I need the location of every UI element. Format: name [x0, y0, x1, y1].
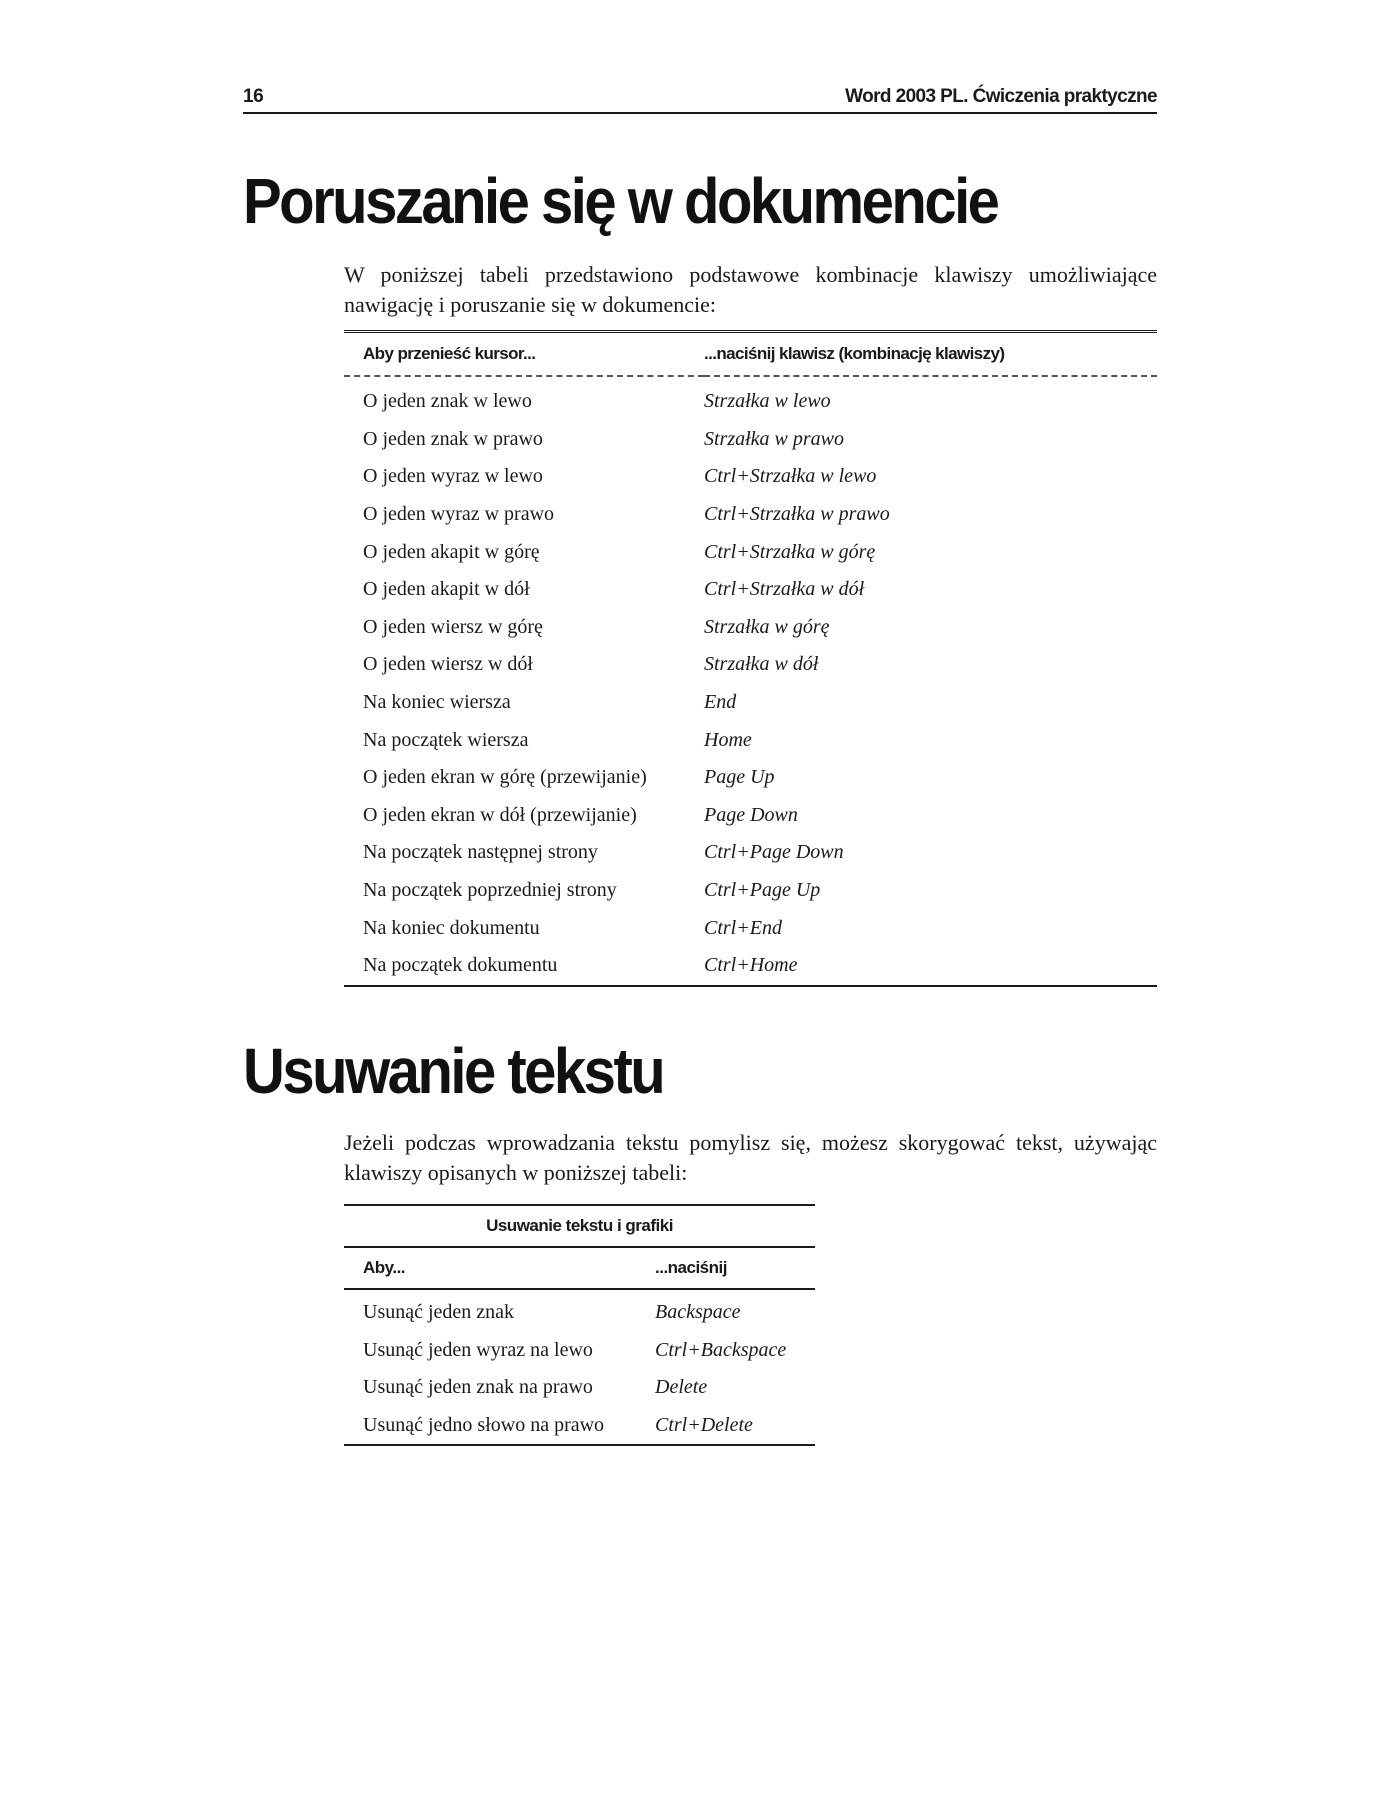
action-cell: O jeden wiersz w dół: [363, 653, 533, 676]
key-combination-cell: Backspace: [655, 1301, 741, 1324]
section-heading-deletion: Usuwanie tekstu: [243, 1035, 664, 1108]
key-combination-cell: Delete: [655, 1376, 708, 1399]
table-row: [344, 721, 1157, 759]
navigation-intro-paragraph: W poniższej tabeli przedstawiono podstawowe kombinacje klawiszy umożliwiające nawigację i poruszanie się w dokumencie:: [344, 262, 1157, 317]
table-header-row: [344, 332, 1157, 377]
action-cell: Na koniec wiersza: [363, 691, 511, 714]
key-combination-cell: Ctrl+Backspace: [655, 1338, 787, 1361]
navigation-shortcuts-table: [344, 330, 1157, 987]
table-row: [344, 834, 1157, 872]
action-cell: Na początek dokumentu: [363, 954, 558, 977]
book-title: Word 2003 PL. Ćwiczenia praktyczne: [845, 86, 1157, 107]
table-row: [344, 421, 1157, 459]
table-row: [344, 947, 1157, 986]
table-header-row: [344, 1247, 815, 1289]
table-row: [344, 1369, 815, 1407]
key-combination-cell: Ctrl+Strzałka w dół: [704, 578, 865, 601]
action-cell: O jeden znak w lewo: [363, 390, 532, 413]
column-header-action: Aby przenieść kursor...: [344, 332, 704, 377]
key-combination-cell: Ctrl+Strzałka w prawo: [704, 503, 890, 526]
deletion-intro-paragraph: Jeżeli podczas wprowadzania tekstu pomylisz się, możesz skorygować tekst, używając klawiszy opisanych w poniższej tabeli:: [344, 1130, 1157, 1185]
table-row: [344, 533, 1157, 571]
table-row: [344, 646, 1157, 684]
action-cell: O jeden znak w prawo: [363, 427, 543, 450]
table-row: [344, 571, 1157, 609]
action-cell: Usunąć jeden znak na prawo: [363, 1376, 593, 1399]
key-combination-cell: Page Down: [704, 803, 798, 826]
action-cell: Usunąć jeden wyraz na lewo: [363, 1338, 593, 1361]
table-row: [344, 1332, 815, 1370]
action-cell: Usunąć jedno słowo na prawo: [363, 1414, 605, 1437]
action-cell: Usunąć jeden znak: [363, 1301, 515, 1324]
key-combination-cell: Ctrl+Page Down: [704, 841, 844, 864]
table-row: [344, 684, 1157, 722]
column-header-action: Aby...: [344, 1247, 655, 1289]
key-combination-cell: Ctrl+Home: [704, 954, 798, 977]
running-header: [243, 80, 1157, 114]
key-combination-cell: Home: [704, 728, 752, 751]
table-row: [344, 909, 1157, 947]
key-combination-cell: Strzałka w lewo: [704, 390, 831, 413]
action-cell: O jeden akapit w dół: [363, 578, 530, 601]
action-cell: Na początek poprzedniej strony: [363, 879, 617, 902]
action-cell: Na początek wiersza: [363, 728, 529, 751]
column-header-keys: ...naciśnij klawisz (kombinację klawiszy): [704, 332, 1157, 377]
action-cell: O jeden wiersz w górę: [363, 615, 543, 638]
key-combination-cell: Page Up: [704, 766, 775, 789]
table-row: [344, 1289, 815, 1332]
table-row: [344, 797, 1157, 835]
key-combination-cell: Strzałka w prawo: [704, 427, 845, 450]
page-number: 16: [243, 86, 264, 107]
table-row: [344, 376, 1157, 421]
table-row: [344, 496, 1157, 534]
key-combination-cell: Strzałka w górę: [704, 615, 830, 638]
action-cell: O jeden akapit w górę: [363, 540, 540, 563]
action-cell: O jeden ekran w dół (przewijanie): [363, 803, 637, 826]
action-cell: Na początek następnej strony: [363, 841, 598, 864]
action-cell: O jeden ekran w górę (przewijanie): [363, 766, 647, 789]
key-combination-cell: Ctrl+Delete: [655, 1414, 753, 1437]
table-row: [344, 759, 1157, 797]
action-cell: Na koniec dokumentu: [363, 916, 540, 939]
section-heading-navigation: Poruszanie się w dokumencie: [243, 165, 998, 238]
table-row: [344, 609, 1157, 647]
table-caption: Usuwanie tekstu i grafiki: [344, 1205, 815, 1247]
action-cell: O jeden wyraz w prawo: [363, 503, 555, 526]
key-combination-cell: Ctrl+Strzałka w lewo: [704, 465, 877, 488]
table-caption-row: [344, 1205, 815, 1247]
deletion-shortcuts-table: [344, 1204, 815, 1446]
deletion-table-body: [344, 1289, 815, 1445]
key-combination-cell: End: [704, 691, 737, 714]
key-combination-cell: Ctrl+End: [704, 916, 782, 939]
key-combination-cell: Ctrl+Page Up: [704, 879, 821, 902]
key-combination-cell: Ctrl+Strzałka w górę: [704, 540, 876, 563]
table-row: [344, 872, 1157, 910]
table-row: [344, 1407, 815, 1446]
column-header-keys: ...naciśnij: [655, 1247, 815, 1289]
table-row: [344, 458, 1157, 496]
key-combination-cell: Strzałka w dół: [704, 653, 819, 676]
navigation-table-body: [344, 376, 1157, 986]
action-cell: O jeden wyraz w lewo: [363, 465, 543, 488]
